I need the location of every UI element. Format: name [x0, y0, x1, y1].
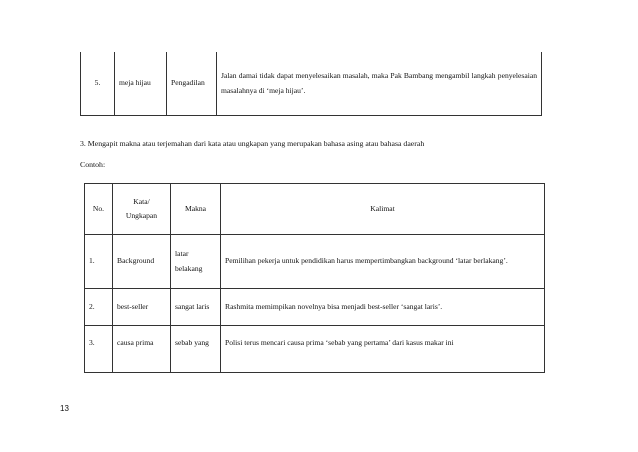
header-kata-line1: Kata/	[133, 196, 150, 206]
example-table	[84, 183, 545, 373]
table-row	[85, 235, 545, 289]
row-kata: causa prima	[113, 326, 171, 373]
row-kata: best-seller	[113, 289, 171, 326]
row-number: 3.	[85, 326, 113, 373]
row-kalimat: Pemilihan pekerja untuk pendidikan harus mempertimbangkan background ‘latar berlakang’.	[221, 235, 545, 289]
row-makna: sebab yang	[171, 326, 221, 373]
contoh-label: Contoh:	[80, 160, 106, 169]
top-table-fragment	[80, 52, 542, 116]
row-kalimat: Rashmita memimpikan novelnya bisa menjadi best-seller ‘sangat laris’.	[221, 289, 545, 326]
header-kata	[113, 184, 171, 235]
row-kalimat: Polisi terus mencari causa prima ‘sebab yang pertama’ dari kasus makar ini	[221, 326, 545, 373]
header-kata-line2: Ungkapan	[125, 211, 158, 220]
page-number: 13	[60, 404, 69, 413]
header-makna: Makna	[171, 184, 221, 235]
table-row	[81, 52, 542, 116]
row-makna: Pengadilan	[167, 52, 217, 116]
row-number: 5.	[81, 52, 115, 116]
row-makna: sangat laris	[171, 289, 221, 326]
table-header-row	[85, 184, 545, 235]
row-kalimat: Jalan damai tidak dapat menyelesaikan masalah, maka Pak Bambang mengambil langkah penyelesaian masalahnya di ‘meja hijau’.	[217, 52, 542, 116]
row-makna: latar belakang	[171, 235, 221, 289]
header-kalimat: Kalimat	[221, 184, 545, 235]
section-heading: 3. Mengapit makna atau terjemahan dari kata atau ungkapan yang merupakan bahasa asing atau bahasa daerah	[80, 139, 425, 148]
row-number: 1.	[85, 235, 113, 289]
table-row	[85, 289, 545, 326]
row-kata: Background	[113, 235, 171, 289]
header-no: No.	[85, 184, 113, 235]
row-kata: meja hijau	[115, 52, 167, 116]
row-number: 2.	[85, 289, 113, 326]
table-row	[85, 326, 545, 373]
